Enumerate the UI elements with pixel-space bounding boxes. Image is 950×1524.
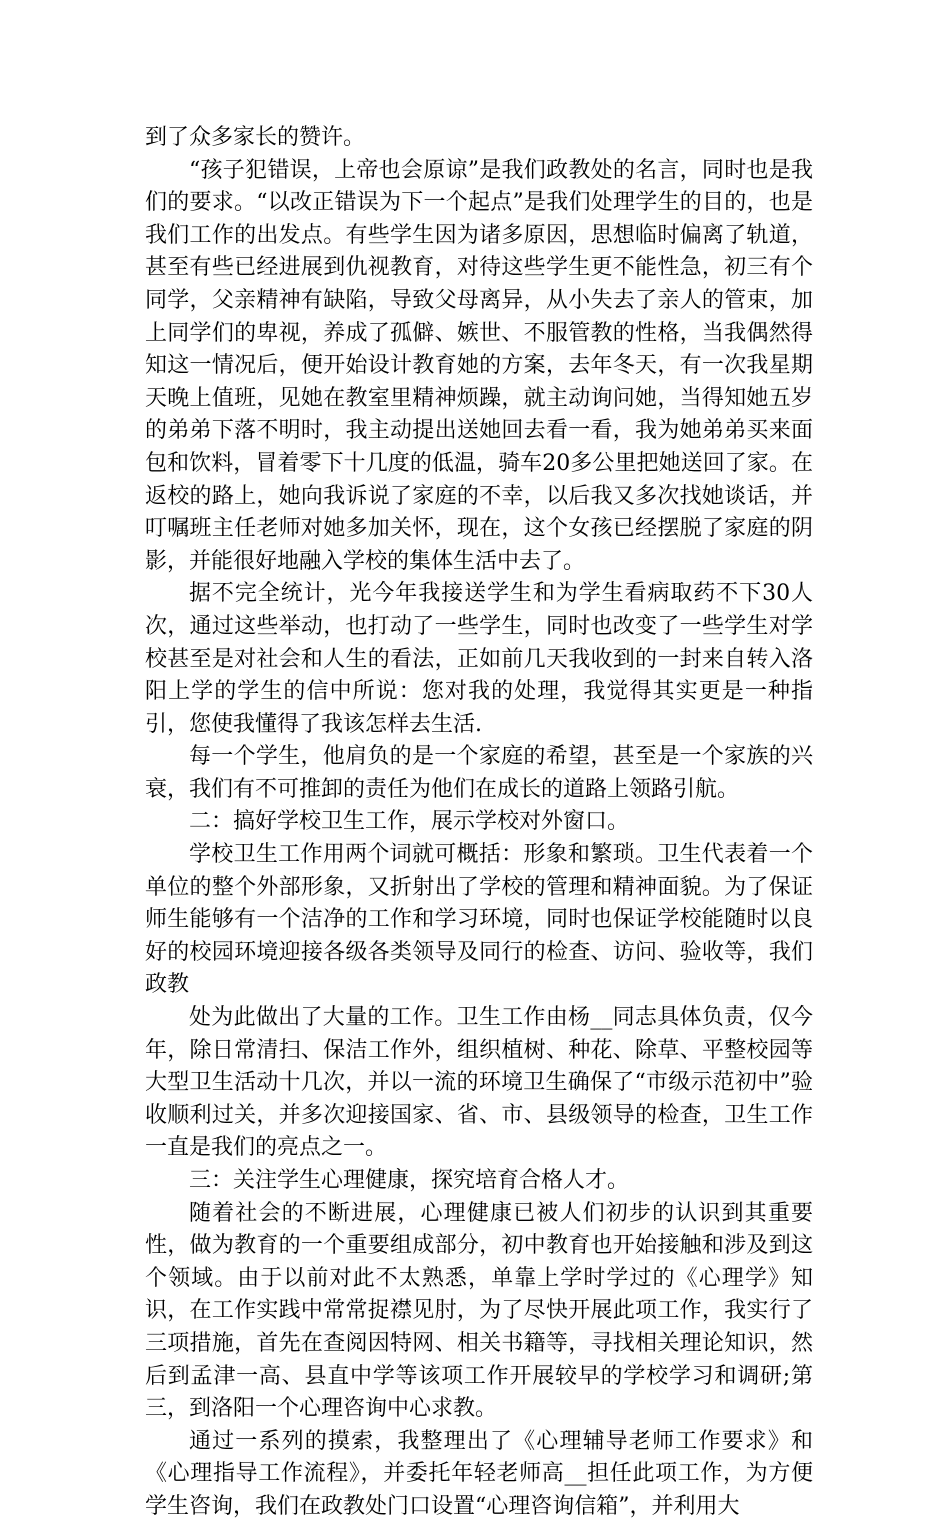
paragraph: 每一个学生，他肩负的是一个家庭的希望，甚至是一个家族的兴衰，我们有不可推卸的责任为他们在成长的道路上领路引航。 [145, 744, 813, 802]
paragraph: 随着社会的不断进展，心理健康已被人们初步的认识到其重要性，做为教育的一个重要组成部分，初中教育也开始接触和涉及到这个领域。由于以前对此不太熟悉，单靠上学时学过的《心理学》知识，在工作实践中常常捉襟见肘，为了尽快开展此项工作，我实行了三项措施，首先在查阅因特网、相关书籍等，寻找相关理论知识，然后到孟津一高、县直中学等该项工作开展较早的学校学习和调研;第三，到洛阳一个心理咨询中心求教。 [145, 1200, 813, 1422]
paragraph: “孩子犯错误，上帝也会原谅”是我们政教处的名言，同时也是我们的要求。“以改正错误为下一个起点”是我们处理学生的目的，也是我们工作的出发点。有些学生因为诸多原因，思想临时偏离了轨道，甚至有些已经进展到仇视教育，对待这些学生更不能性急，初三有个同学，父亲精神有缺陷，导致父母离异，从小失去了亲人的管束，加上同学们的卑视，养成了孤僻、嫉世、不服管教的性格，当我偶然得知这一情况后，便开始设计教育她的方案，去年冬天，有一次我星期天晚上值班，见她在教室里精神烦躁，就主动询问她，当得知她五岁的弟弟下落不明时，我主动提出送她回去看一看，我为她弟弟买来面包和饮料，冒着零下十几度的低温，骑车20多公里把她送回了家。在返校的路上，她向我诉说了家庭的不幸，以后我又多次找她谈话，并叮嘱班主任老师对她多加关怀，现在，这个女孩已经摆脱了家庭的阴影，并能很好地融入学校的集体生活中去了。 [145, 157, 813, 574]
paragraph: 到了众多家长的赞许。 [145, 125, 366, 150]
paragraph: 处为此做出了大量的工作。卫生工作由杨__同志具体负责，仅今年，除日常清扫、保洁工作外，组织植树、种花、除草、平整校园等大型卫生活动十几次，并以一流的环境卫生确保了“市级示范初中”验收顺利过关，并多次迎接国家、省、市、县级领导的检查，卫生工作一直是我们的亮点之一。 [145, 1005, 813, 1161]
paragraph: 通过一系列的摸索，我整理出了《心理辅导老师工作要求》和《心理指导工作流程》，并委托年轻老师高__担任此项工作，为方便学生咨询，我们在政教处门口设置“心理咨询信箱”，并利用大 [145, 1428, 813, 1519]
paragraph: 学校卫生工作用两个词就可概括：形象和繁琐。卫生代表着一个单位的整个外部形象，又折射出了学校的管理和精神面貌。为了保证师生能够有一个洁净的工作和学习环境，同时也保证学校能随时以良好的校园环境迎接各级各类领导及同行的检查、访问、验收等，我们政教 [145, 842, 813, 998]
section-heading: 三：关注学生心理健康，探究培育合格人才。 [189, 1168, 630, 1193]
paragraph: 据不完全统计，光今年我接送学生和为学生看病取药不下30人次，通过这些举动，也打动了一些学生，同时也改变了一些学生对学校甚至是对社会和人生的看法，正如前几天我收到的一封来自转入洛阳上学的学生的信中所说：您对我的处理，我觉得其实更是一种指引，您使我懂得了我该怎样去生活. [145, 581, 813, 737]
document-body [145, 122, 813, 1524]
section-heading: 二：搞好学校卫生工作，展示学校对外窗口。 [189, 809, 630, 835]
